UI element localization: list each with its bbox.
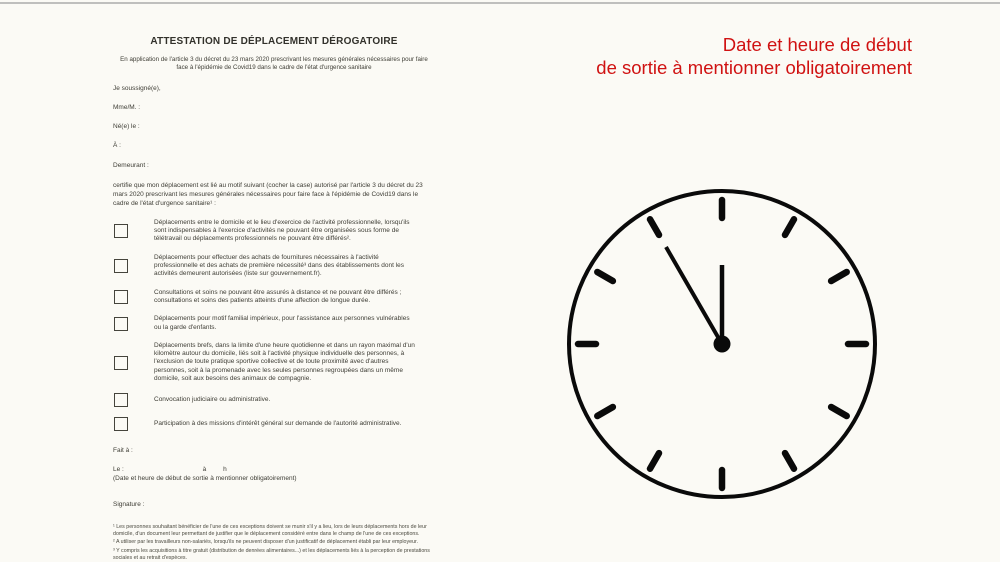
field-a: À : xyxy=(113,141,121,149)
motive-checkbox-3[interactable] xyxy=(114,290,128,304)
motive-checkbox-2[interactable] xyxy=(114,259,128,273)
motive-label: Déplacements pour motif familial impérieux, pour l'assistance aux personnes vulnérables ou la garde d'enfants. xyxy=(154,315,410,331)
motive-row xyxy=(113,342,435,384)
date-note: (Date et heure de début de sortie à mentionner obligatoirement) xyxy=(113,475,297,483)
field-le-a: à xyxy=(202,465,207,473)
field-ne-le: Né(e) le : xyxy=(113,122,140,130)
top-border-line xyxy=(0,2,1000,4)
motive-row xyxy=(113,393,435,407)
certify-paragraph: certifie que mon déplacement est lié au motif suivant (cocher la case) autorisé par l'article 3 du décret du 23 mars 2020 prescrivant les mesures générales nécessaires pour faire face à l'épidémie de Covid19 dans le cadre de l'état d'urgence sanitaire¹ : xyxy=(113,182,423,207)
motive-label: Déplacements brefs, dans la limite d'une heure quotidienne et dans un rayon maximal d'un kilomètre autour du domicile, liés soit à l'activité physique individuelle des personnes, à l'exclusion de toute pratique sportive collective et de toute proximité avec d'autres personnes, soit à la promenade avec les seules personnes regroupées dans un même domicile, soit aux besoins des animaux de compagnie. xyxy=(154,341,415,383)
field-mme-m: Mme/M. : xyxy=(113,103,141,111)
motive-row xyxy=(113,254,435,279)
motive-checkbox-6[interactable] xyxy=(114,393,128,407)
clock-minute-hand xyxy=(666,247,722,344)
field-le-h: h xyxy=(223,465,227,473)
field-soussigne: Je soussigné(e), xyxy=(113,84,161,92)
motive-label: Consultations et soins ne pouvant être assurés à distance et ne pouvant être différés ; consultations et soins des patients atteints d'une affection de longue durée. xyxy=(154,288,402,304)
red-annotation-line2: de sortie à mentionner obligatoirement xyxy=(596,57,912,78)
motive-checkbox-7[interactable] xyxy=(114,417,128,431)
motives-list xyxy=(113,219,435,432)
clock-center-dot xyxy=(714,336,731,353)
clock-illustration xyxy=(565,187,879,501)
footnote-2: ² A utiliser par les travailleurs non-salariés, lorsqu'ils ne peuvent disposer d'un justificatif de déplacement établi par leur employeur. xyxy=(113,539,418,546)
footnotes xyxy=(113,524,435,562)
motive-row xyxy=(113,417,435,431)
motive-label: Participation à des missions d'intérêt général sur demande de l'autorité administrative. xyxy=(154,420,402,428)
red-annotation xyxy=(492,33,912,79)
field-le: Le : xyxy=(113,465,124,473)
field-le-line xyxy=(113,466,435,474)
motive-label: Déplacements entre le domicile et le lieu d'exercice de l'activité professionnelle, lorsqu'ils sont indispensables à l'exercice d'activités ne pouvant être organisées sous forme de télétravail ou déplacements professionnels ne pouvant être différés². xyxy=(154,218,410,243)
document-intro: En application de l'article 3 du décret du 23 mars 2020 prescrivant les mesures générales nécessaires pour faire face à l'épidémie de Covid19 dans le cadre de l'état d'urgence sanitaire xyxy=(120,56,428,72)
red-annotation-line1: Date et heure de début xyxy=(722,34,912,55)
motive-row xyxy=(113,219,435,244)
footnote-1: ¹ Les personnes souhaitant bénéficier de l'une de ces exceptions doivent se munir s'il y a lieu, lors de leurs déplacements hors de leur domicile, d'un document leur permettant de justifier que le déplacement considéré entre dans le champ de l'une de ces exceptions. xyxy=(113,524,427,538)
field-signature: Signature : xyxy=(113,500,145,508)
motive-checkbox-4[interactable] xyxy=(114,317,128,331)
footnote-3: ³ Y compris les acquisitions à titre gratuit (distribution de denrées alimentaires...) et les déplacements liés à la perception de prestations sociales et au retrait d'espèces. xyxy=(113,547,430,561)
motive-checkbox-5[interactable] xyxy=(114,356,128,370)
attestation-document xyxy=(113,30,435,562)
motive-label: Convocation judiciaire ou administrative. xyxy=(154,396,271,404)
field-demeurant: Demeurant : xyxy=(113,161,149,169)
motive-checkbox-1[interactable] xyxy=(114,224,128,238)
motive-row xyxy=(113,289,435,306)
field-fait-a: Fait à : xyxy=(113,447,133,455)
document-title: ATTESTATION DE DÉPLACEMENT DÉROGATOIRE xyxy=(150,36,398,47)
motive-row xyxy=(113,315,435,332)
motive-label: Déplacements pour effectuer des achats de fournitures nécessaires à l'activité professionnelle et des achats de première nécessité³ dans des établissements dont les activités demeurent autorisées (liste sur gouvernement.fr). xyxy=(154,253,405,278)
